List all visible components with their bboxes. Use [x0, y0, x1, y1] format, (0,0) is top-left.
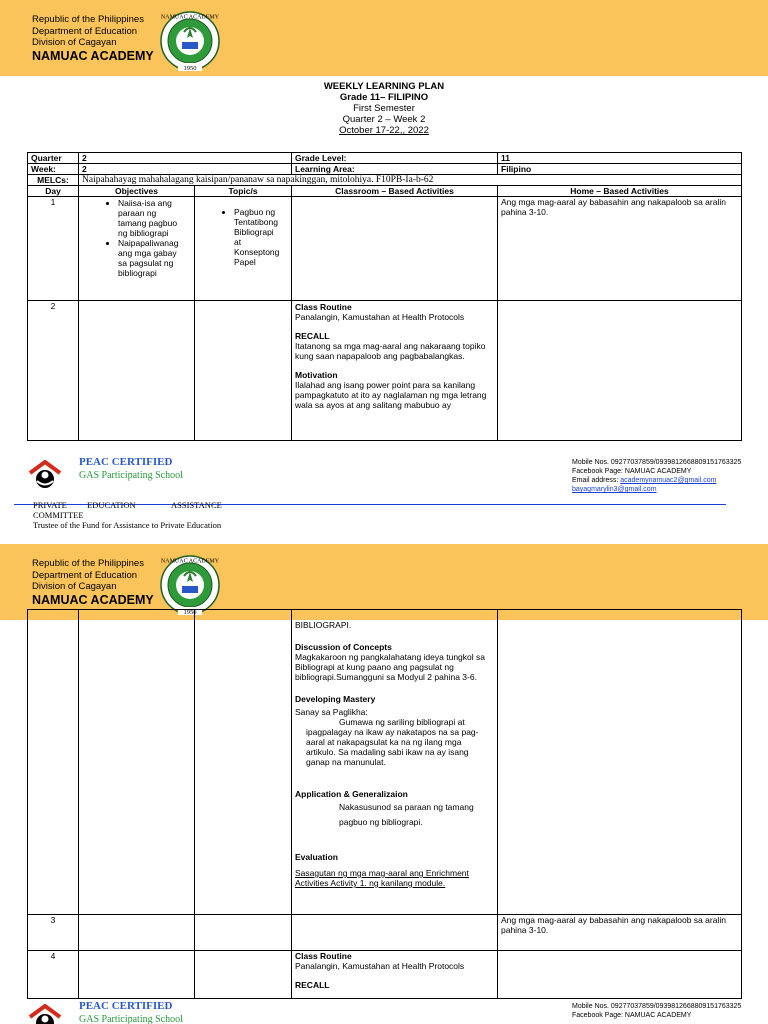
column-header-row	[28, 186, 742, 197]
email-link-1[interactable]: academynamuac2@gmail.com	[620, 477, 717, 484]
class-routine-text: Panalangin, Kamustahan at Health Protocols	[295, 312, 465, 322]
area-value: Filipino	[498, 164, 742, 175]
page2-footer	[0, 996, 768, 1024]
peac-logo-icon	[28, 460, 62, 490]
school-seal-logo	[158, 554, 222, 616]
bibliograpi-text: BIBLIOGRAPI.	[295, 620, 352, 630]
objective-item: • Naiisa-isa ang paraan ng tamang pagbuo ng bibliograpi	[118, 198, 183, 238]
cont-classroom	[292, 610, 498, 915]
plan-table-page1	[27, 152, 742, 441]
division-line: Division of Cagayan	[32, 37, 117, 48]
department-line: Department of Education	[32, 25, 138, 37]
day2-classroom	[292, 301, 498, 441]
col-topics: Topic/s	[195, 186, 292, 197]
week-label: Week:	[28, 164, 79, 175]
plan-quarter-week: Quarter 2 – Week 2	[342, 114, 426, 125]
republic-line: Republic of the Philippines	[32, 14, 144, 25]
discussion-heading: Discussion of Concepts	[295, 642, 392, 652]
class-routine-heading: Class Routine	[295, 951, 352, 961]
application-heading: Application & Generalizaion	[295, 789, 408, 799]
page1-footer	[0, 452, 768, 532]
cont-topics	[195, 610, 292, 915]
day2-topics	[195, 301, 292, 441]
day4-number: 4	[28, 951, 79, 999]
seal-year: 1950	[183, 65, 197, 72]
seal-text: NAMUAC ACADEMY	[160, 558, 220, 565]
col-classroom: Classroom – Based Activities	[292, 186, 498, 197]
day3-classroom	[292, 915, 498, 951]
application-first: Nakasusunod sa paraan ng tamang	[339, 802, 474, 812]
peac-certified-label: PEAC CERTIFIED	[79, 456, 173, 468]
plan-date: October 17-22,, 2022	[339, 125, 429, 136]
gas-participating-label: GAS Participating School	[79, 1014, 183, 1024]
motivation-text: Ilalahad ang isang power point para sa kanilang pampagkatuto at ito ay naglalaman ng mga letrang wala sa ayos at ang salitang mabubuo ay	[295, 380, 487, 410]
pea-word-assistance: ASSISTANCE	[171, 500, 222, 510]
day3-row	[28, 915, 742, 951]
motivation-heading: Motivation	[295, 370, 338, 380]
day2-number: 2	[28, 301, 79, 441]
day2-home	[498, 301, 742, 441]
day4-home	[498, 951, 742, 999]
discussion-text: Magkakaroon ng pangkalahatang ideya tungkol sa Bibliograpi at kung paano ang pagsulat ng bibliograpi.Sumangguni sa Modyul 2 pahina 3-6.	[295, 652, 485, 682]
melcs-value: Naipahahayag mahahalagang kaisipan/pananaw sa napakinggan, mitolohiya. F10PB-Ia-b-62	[79, 175, 742, 186]
quarter-label: Quarter	[28, 153, 79, 164]
cont-home	[498, 610, 742, 915]
header-text	[32, 14, 154, 63]
quarter-value: 2	[79, 153, 292, 164]
continued-row	[28, 610, 742, 915]
plan-table-page2	[27, 609, 742, 999]
day4-classroom	[292, 951, 498, 999]
mastery-heading: Developing Mastery	[295, 694, 376, 704]
day1-row	[28, 197, 742, 301]
page-two	[0, 544, 768, 1024]
pea-words	[33, 500, 222, 510]
day4-objectives	[79, 951, 195, 999]
school-name: NAMUAC ACADEMY	[32, 592, 154, 607]
day4-row	[28, 951, 742, 999]
application-second: pagbuo ng bibliograpi.	[339, 817, 423, 827]
week-value: 2	[79, 164, 292, 175]
day1-objectives	[79, 197, 195, 301]
contact-info	[572, 458, 741, 494]
peac-certified-label: PEAC CERTIFIED	[79, 1000, 173, 1012]
day3-number: 3	[28, 915, 79, 951]
day3-home: Ang mga mag-aaral ay babasahin ang nakapaloob sa aralin pahina 3-10.	[498, 915, 742, 951]
info-row-quarter	[28, 153, 742, 164]
pea-word-education: EDUCATION	[87, 500, 136, 510]
pea-word-private: PRIVATE	[33, 500, 67, 510]
school-seal-logo	[158, 10, 222, 72]
recall-text: Itatanong sa mga mag-aaral ang nakaraang topiko kung saan napapaloob ang pagbabalangkas.	[295, 341, 486, 361]
cont-day	[28, 610, 79, 915]
facebook-page: Facebook Page: NAMUAC ACADEMY	[572, 1012, 692, 1019]
day1-number: 1	[28, 197, 79, 301]
info-row-melcs	[28, 175, 742, 186]
col-home: Home – Based Activities	[498, 186, 742, 197]
gas-participating-label: GAS Participating School	[79, 470, 183, 481]
email-line	[572, 476, 741, 485]
plan-semester: First Semester	[353, 103, 415, 114]
email-link-2[interactable]: bayagmarylin3@gmail.com	[572, 486, 657, 493]
header-text-page2	[32, 558, 154, 607]
plan-title-main: WEEKLY LEARNING PLAN	[323, 81, 445, 92]
day3-topics	[195, 915, 292, 951]
class-routine-heading: Class Routine	[295, 302, 352, 312]
plan-title	[0, 81, 768, 136]
pea-word-committee: COMMITTEE	[33, 510, 84, 520]
mastery-body-first: Gumawa ng sariling bibliograpi at	[339, 717, 465, 727]
grade-value: 11	[498, 153, 742, 164]
seal-text: NAMUAC ACADEMY	[160, 14, 220, 21]
area-label: Learning Area:	[292, 164, 498, 175]
sanay-text: Sanay sa Paglikha:	[295, 707, 368, 717]
republic-line: Republic of the Philippines	[32, 558, 144, 569]
plan-grade: Grade 11– FILIPINO	[339, 92, 429, 103]
day2-objectives	[79, 301, 195, 441]
trustee-line: Trustee of the Fund for Assistance to Private Education	[33, 520, 222, 530]
recall-heading: RECALL	[295, 980, 330, 990]
recall-heading: RECALL	[295, 331, 330, 341]
mobile-numbers: Mobile Nos. 09277037859/0939812668809151763325	[572, 459, 742, 466]
pea-committee-block	[33, 500, 222, 530]
day4-topics	[195, 951, 292, 999]
day1-topics	[195, 197, 292, 301]
col-day: Day	[28, 186, 79, 197]
school-header	[0, 0, 768, 76]
contact-info	[572, 1002, 741, 1020]
day1-classroom	[292, 197, 498, 301]
day1-home: Ang mga mag-aaral ay babasahin ang nakapaloob sa aralin pahina 3-10.	[498, 197, 742, 301]
seal-year: 1950	[183, 609, 197, 616]
mobile-numbers: Mobile Nos. 09277037859/0939812668809151763325	[572, 1003, 742, 1010]
day2-row	[28, 301, 742, 441]
objective-item: • Naipapaliwanag ang mga gabay sa pagsulat ng bibliograpi	[118, 238, 183, 278]
topic-item: • Pagbuo ng Tentatibong Bibliograpi at Konseptong Papel	[234, 207, 280, 267]
class-routine-text: Panalangin, Kamustahan at Health Protocols	[295, 961, 465, 971]
info-row-week	[28, 164, 742, 175]
melcs-label: MELCs:	[28, 175, 79, 186]
division-line: Division of Cagayan	[32, 581, 117, 592]
evaluation-text: Sasagutan ng mga mag-aaral ang Enrichment Activities Activity 1. ng kanilang module.	[295, 868, 469, 888]
grade-label: Grade Level:	[292, 153, 498, 164]
mastery-body-rest: ipagpalagay na ikaw ay nakatapos na sa pag-aaral at nakapagsulat ka na ng ilang mga artikulo. Sa madaling sabi ikaw na ay isang ganap na manunulat.	[306, 727, 479, 767]
col-objectives: Objectives	[79, 186, 195, 197]
peac-logo-icon	[28, 1004, 62, 1024]
facebook-page: Facebook Page: NAMUAC ACADEMY	[572, 468, 692, 475]
email-label: Email address:	[572, 477, 621, 484]
evaluation-heading: Evaluation	[295, 852, 338, 862]
department-line: Department of Education	[32, 569, 138, 581]
day3-objectives	[79, 915, 195, 951]
cont-objectives	[79, 610, 195, 915]
school-name: NAMUAC ACADEMY	[32, 48, 154, 63]
